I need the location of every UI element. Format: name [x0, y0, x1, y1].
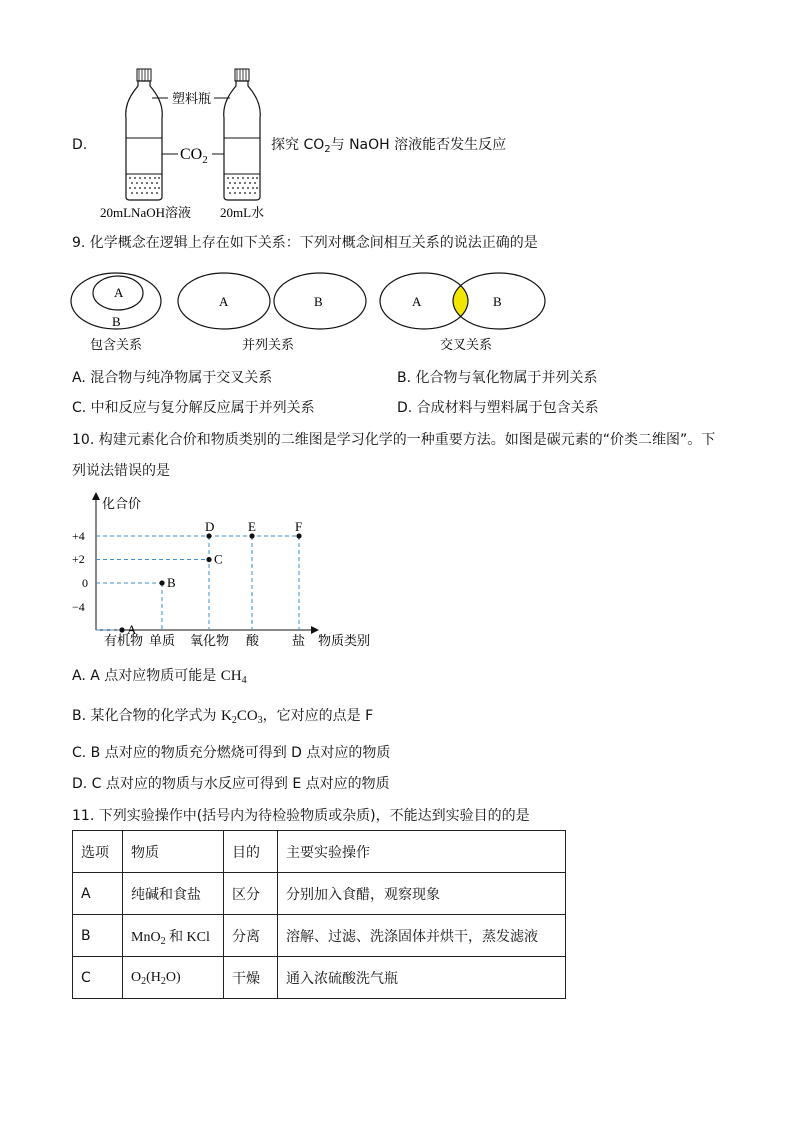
- table-header-cell: 主要实验操作: [278, 831, 566, 873]
- point-label: E: [248, 519, 256, 534]
- table-cell-substance: MnO$_2$ 和 KCl: [123, 915, 224, 957]
- q11-stem: 11. 下列实验操作中(括号内为待检验物质或杂质)，不能达到实验目的的是: [72, 808, 530, 824]
- right-bottle: [224, 69, 261, 200]
- option-d-letter: D.: [72, 137, 88, 153]
- x-tick-label: 氧化物: [190, 634, 230, 649]
- point-c: [206, 557, 211, 562]
- q10-option-b: B. 某化合物的化学式为 $K_2CO_3$，它对应的点是 F: [72, 708, 374, 726]
- cross-right-label: B: [493, 294, 502, 309]
- table-row: [73, 915, 566, 957]
- table-cell-purpose: 区分: [224, 873, 278, 915]
- table-header-cell: 目的: [224, 831, 278, 873]
- q9-option-c: C. 中和反应与复分解反应属于并列关系: [72, 400, 315, 416]
- y-axis-title: 化合价: [102, 497, 142, 512]
- x-tick-label: 盐: [292, 634, 306, 649]
- point-label: D: [205, 519, 215, 534]
- table-row: [73, 873, 566, 915]
- bottle-label: 塑料瓶: [172, 92, 212, 107]
- table-cell-purpose: 分离: [224, 915, 278, 957]
- point-label: C: [214, 551, 223, 567]
- table-cell-substance: $O_2(H_2O)$: [123, 957, 224, 999]
- table-header-cell: 选项: [73, 831, 123, 873]
- table-header-row: [73, 831, 566, 873]
- parallel-right-label: B: [314, 294, 323, 309]
- table-row: [73, 957, 566, 999]
- table-cell-operation: 通入浓硫酸洗气瓶: [278, 957, 566, 999]
- point-label: B: [167, 575, 176, 590]
- y-tick-label: 0: [82, 576, 88, 590]
- table-cell-option: B: [73, 915, 123, 957]
- q9-option-b: B. 化合物与氧化物属于并列关系: [397, 370, 598, 386]
- point-a: [119, 627, 124, 632]
- point-d: [206, 533, 211, 538]
- table-cell-operation: 溶解、过滤、洗涤固体并烘干，蒸发滤液: [278, 915, 566, 957]
- x-tick-label: 酸: [246, 634, 260, 649]
- table-header-cell: 物质: [123, 831, 224, 873]
- x-axis-title: 物质类别: [318, 634, 371, 649]
- y-tick-label: +4: [72, 529, 85, 543]
- point-label: F: [295, 519, 303, 534]
- q10-option-d: D. C 点对应的物质与水反应可得到 E 点对应的物质: [72, 776, 390, 792]
- table-cell-substance: 纯碱和食盐: [123, 873, 224, 915]
- y-tick-label: +2: [72, 552, 85, 566]
- parallel-caption: 并列关系: [242, 338, 295, 353]
- x-tick-label: 有机物: [104, 634, 144, 649]
- point-b: [159, 580, 164, 585]
- point-f: [296, 533, 301, 538]
- table-cell-purpose: 干燥: [224, 957, 278, 999]
- left-bottle: [126, 69, 163, 200]
- valence-category-chart: [70, 488, 390, 653]
- point-label: A: [127, 622, 137, 637]
- q9-stem: 9. 化学概念在逻辑上存在如下关系：下列对概念间相互关系的说法正确的是: [72, 235, 538, 251]
- inclusion-caption: 包含关系: [90, 338, 143, 353]
- concept-relations-diagram: [70, 268, 550, 356]
- q10-stem-line1: 10. 构建元素化合价和物质类别的二维图是学习化学的一种重要方法。如图是碳元素的“价类二维图”。下: [72, 432, 716, 448]
- co2-label: $CO_2$: [180, 146, 208, 166]
- q10-option-c: C. B 点对应的物质充分燃烧可得到 D 点对应的物质: [72, 745, 391, 761]
- table-cell-option: A: [73, 873, 123, 915]
- inclusion-inner-label: A: [114, 285, 124, 300]
- point-e: [249, 533, 254, 538]
- q9-option-a: A. 混合物与纯净物属于交叉关系: [72, 370, 273, 386]
- q9-option-d: D. 合成材料与塑料属于包含关系: [397, 400, 599, 416]
- right-bottle-caption: 20mL水: [220, 205, 265, 220]
- x-tick-label: 单质: [149, 634, 176, 649]
- y-tick-label: −4: [72, 600, 85, 614]
- bottle-experiment-figure: [90, 62, 280, 224]
- left-bottle-caption: 20mLNaOH溶液: [100, 205, 191, 220]
- inclusion-outer-label: B: [112, 314, 121, 329]
- cross-left-label: A: [412, 294, 422, 309]
- q10-option-a: A. A 点对应物质可能是 $CH_4$: [72, 668, 247, 686]
- parallel-left-label: A: [219, 294, 229, 309]
- experiment-table: [72, 830, 566, 999]
- q10-stem-line2: 列说法错误的是: [72, 463, 170, 479]
- option-d-description: 探究 $CO_2$与 NaOH 溶液能否发生反应: [271, 137, 507, 155]
- cross-caption: 交叉关系: [440, 338, 493, 353]
- table-cell-option: C: [73, 957, 123, 999]
- table-cell-operation: 分别加入食醋，观察现象: [278, 873, 566, 915]
